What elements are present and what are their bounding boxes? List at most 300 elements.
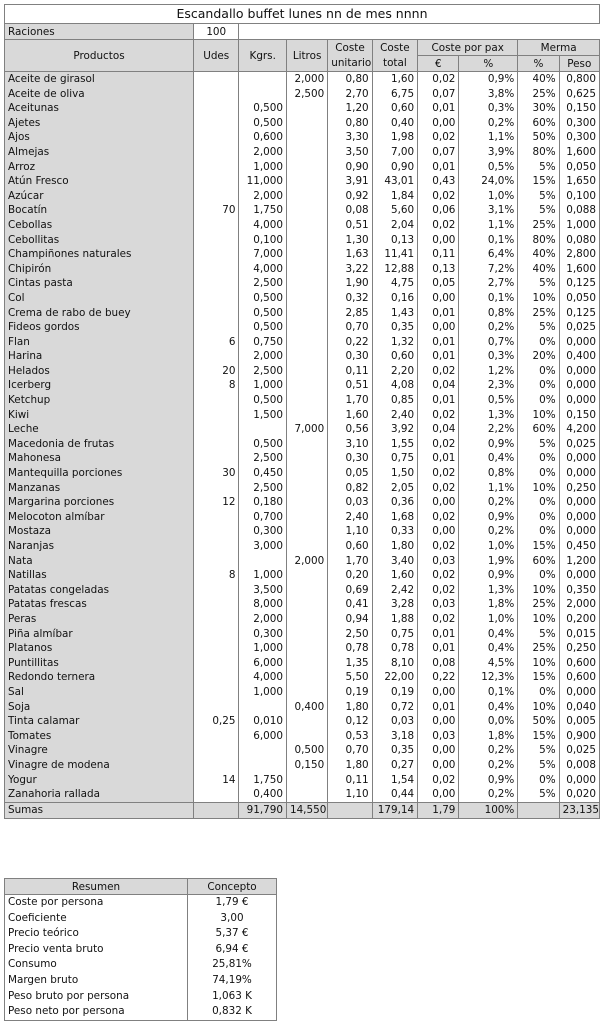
cell-udes[interactable] [194,670,239,685]
cell-kgrs[interactable]: 6,000 [239,729,287,744]
cell-producto[interactable]: Bocatín [5,203,194,218]
cell-coste-unitario[interactable]: 0,92 [328,189,372,204]
cell-coste-unitario[interactable]: 0,05 [328,466,372,481]
cell-merma-peso[interactable]: 0,600 [559,670,599,685]
cell-coste-pax-pct[interactable]: 0,8% [459,306,518,321]
cell-litros[interactable] [286,101,327,116]
cell-coste-pax-pct[interactable]: 3,9% [459,145,518,160]
cell-producto[interactable]: Kiwi [5,408,194,423]
cell-udes[interactable] [194,291,239,306]
cell-merma-pct[interactable]: 60% [518,422,559,437]
cell-udes[interactable] [194,233,239,248]
cell-coste-total[interactable]: 2,05 [372,481,417,496]
cell-producto[interactable]: Aceite de girasol [5,72,194,87]
cell-kgrs[interactable]: 0,750 [239,335,287,350]
cell-producto[interactable]: Zanahoria rallada [5,787,194,802]
cell-coste-pax-eur[interactable]: 0,07 [418,87,459,102]
cell-coste-pax-pct[interactable]: 2,7% [459,276,518,291]
cell-coste-total[interactable]: 2,42 [372,583,417,598]
cell-coste-pax-pct[interactable]: 4,5% [459,656,518,671]
cell-coste-total[interactable]: 0,78 [372,641,417,656]
cell-coste-pax-eur[interactable]: 0,02 [418,568,459,583]
cell-coste-unitario[interactable]: 0,22 [328,335,372,350]
cell-producto[interactable]: Ajos [5,130,194,145]
cell-merma-peso[interactable]: 0,050 [559,160,599,175]
cell-kgrs[interactable]: 0,180 [239,495,287,510]
cell-udes[interactable] [194,247,239,262]
cell-merma-peso[interactable]: 1,600 [559,145,599,160]
cell-coste-unitario[interactable]: 2,70 [328,87,372,102]
cell-merma-pct[interactable]: 40% [518,72,559,87]
cell-merma-pct[interactable]: 15% [518,539,559,554]
cell-coste-unitario[interactable]: 3,91 [328,174,372,189]
cell-merma-pct[interactable]: 60% [518,554,559,569]
cell-coste-total[interactable]: 0,60 [372,101,417,116]
cell-coste-unitario[interactable]: 3,22 [328,262,372,277]
cell-coste-total[interactable]: 0,44 [372,787,417,802]
cell-litros[interactable] [286,291,327,306]
cell-kgrs[interactable]: 2,500 [239,276,287,291]
cell-coste-pax-pct[interactable]: 0,1% [459,291,518,306]
cell-coste-total[interactable]: 1,60 [372,568,417,583]
cell-coste-total[interactable]: 2,40 [372,408,417,423]
cell-litros[interactable] [286,773,327,788]
cell-coste-pax-eur[interactable]: 0,00 [418,524,459,539]
cell-coste-pax-eur[interactable]: 0,00 [418,116,459,131]
cell-merma-peso[interactable]: 0,000 [559,364,599,379]
cell-merma-pct[interactable]: 25% [518,597,559,612]
cell-udes[interactable] [194,437,239,452]
cell-coste-pax-pct[interactable]: 1,8% [459,597,518,612]
cell-producto[interactable]: Patatas congeladas [5,583,194,598]
cell-coste-total[interactable]: 5,60 [372,203,417,218]
cell-coste-pax-pct[interactable]: 0,0% [459,714,518,729]
cell-merma-peso[interactable]: 1,650 [559,174,599,189]
cell-coste-pax-eur[interactable]: 0,00 [418,685,459,700]
cell-coste-total[interactable]: 2,20 [372,364,417,379]
cell-coste-pax-eur[interactable]: 0,00 [418,233,459,248]
cell-udes[interactable] [194,393,239,408]
cell-coste-pax-eur[interactable]: 0,02 [418,612,459,627]
cell-coste-pax-pct[interactable]: 2,3% [459,378,518,393]
cell-coste-pax-eur[interactable]: 0,01 [418,306,459,321]
cell-litros[interactable] [286,116,327,131]
cell-kgrs[interactable] [239,72,287,87]
cell-coste-unitario[interactable]: 1,70 [328,393,372,408]
cell-producto[interactable]: Nata [5,554,194,569]
cell-udes[interactable] [194,787,239,802]
cell-coste-pax-eur[interactable]: 0,00 [418,291,459,306]
cell-kgrs[interactable]: 2,500 [239,364,287,379]
cell-kgrs[interactable]: 6,000 [239,656,287,671]
cell-merma-pct[interactable]: 10% [518,291,559,306]
cell-udes[interactable] [194,451,239,466]
cell-coste-pax-pct[interactable]: 0,9% [459,568,518,583]
cell-merma-pct[interactable]: 5% [518,203,559,218]
cell-coste-pax-pct[interactable]: 0,2% [459,743,518,758]
cell-coste-pax-eur[interactable]: 0,00 [418,495,459,510]
cell-merma-pct[interactable]: 15% [518,729,559,744]
cell-merma-pct[interactable]: 0% [518,685,559,700]
cell-coste-pax-eur[interactable]: 0,03 [418,597,459,612]
cell-coste-pax-pct[interactable]: 0,5% [459,393,518,408]
cell-coste-unitario[interactable]: 1,70 [328,554,372,569]
cell-litros[interactable] [286,364,327,379]
cell-udes[interactable] [194,87,239,102]
raciones-value[interactable]: 100 [194,24,239,40]
cell-udes[interactable]: 8 [194,568,239,583]
cell-coste-total[interactable]: 0,27 [372,758,417,773]
cell-coste-pax-pct[interactable]: 0,9% [459,72,518,87]
cell-coste-pax-pct[interactable]: 1,1% [459,218,518,233]
cell-producto[interactable]: Flan [5,335,194,350]
cell-coste-pax-eur[interactable]: 0,02 [418,72,459,87]
cell-merma-peso[interactable]: 2,000 [559,597,599,612]
cell-merma-pct[interactable]: 5% [518,787,559,802]
cell-coste-pax-pct[interactable]: 0,3% [459,101,518,116]
cell-producto[interactable]: Ajetes [5,116,194,131]
cell-coste-total[interactable]: 0,75 [372,627,417,642]
cell-coste-total[interactable]: 11,41 [372,247,417,262]
cell-kgrs[interactable]: 2,000 [239,612,287,627]
cell-merma-peso[interactable]: 0,600 [559,656,599,671]
cell-coste-total[interactable]: 1,54 [372,773,417,788]
cell-kgrs[interactable]: 0,500 [239,101,287,116]
cell-producto[interactable]: Tomates [5,729,194,744]
cell-udes[interactable] [194,656,239,671]
cell-udes[interactable] [194,174,239,189]
cell-udes[interactable] [194,743,239,758]
cell-coste-pax-pct[interactable]: 0,2% [459,758,518,773]
cell-coste-pax-pct[interactable]: 0,7% [459,335,518,350]
cell-coste-pax-pct[interactable]: 0,4% [459,641,518,656]
cell-coste-pax-eur[interactable]: 0,01 [418,393,459,408]
cell-producto[interactable]: Ketchup [5,393,194,408]
cell-udes[interactable] [194,700,239,715]
cell-litros[interactable]: 2,500 [286,87,327,102]
cell-coste-unitario[interactable]: 0,03 [328,495,372,510]
cell-producto[interactable]: Aceitunas [5,101,194,116]
cell-kgrs[interactable]: 1,750 [239,773,287,788]
cell-coste-pax-pct[interactable]: 2,2% [459,422,518,437]
cell-udes[interactable]: 12 [194,495,239,510]
cell-litros[interactable] [286,247,327,262]
cell-producto[interactable]: Puntillitas [5,656,194,671]
cell-coste-total[interactable]: 0,85 [372,393,417,408]
cell-coste-pax-pct[interactable]: 3,1% [459,203,518,218]
cell-merma-pct[interactable]: 40% [518,247,559,262]
cell-producto[interactable]: Fideos gordos [5,320,194,335]
cell-coste-total[interactable]: 0,16 [372,291,417,306]
cell-merma-pct[interactable]: 30% [518,101,559,116]
cell-udes[interactable] [194,758,239,773]
cell-coste-pax-pct[interactable]: 0,9% [459,437,518,452]
cell-coste-total[interactable]: 0,36 [372,495,417,510]
cell-udes[interactable] [194,72,239,87]
cell-udes[interactable] [194,481,239,496]
cell-merma-pct[interactable]: 80% [518,233,559,248]
resumen-value[interactable]: 74,19% [188,973,277,989]
cell-litros[interactable] [286,437,327,452]
cell-udes[interactable]: 6 [194,335,239,350]
cell-kgrs[interactable] [239,758,287,773]
cell-producto[interactable]: Margarina porciones [5,495,194,510]
cell-coste-unitario[interactable]: 3,50 [328,145,372,160]
cell-kgrs[interactable]: 0,300 [239,524,287,539]
cell-producto[interactable]: Helados [5,364,194,379]
cell-merma-pct[interactable]: 5% [518,320,559,335]
cell-coste-total[interactable]: 0,40 [372,116,417,131]
cell-coste-pax-pct[interactable]: 7,2% [459,262,518,277]
cell-merma-peso[interactable]: 1,200 [559,554,599,569]
cell-coste-unitario[interactable]: 0,20 [328,568,372,583]
cell-merma-pct[interactable]: 5% [518,627,559,642]
cell-merma-pct[interactable]: 20% [518,349,559,364]
cell-coste-total[interactable]: 1,88 [372,612,417,627]
cell-merma-pct[interactable]: 0% [518,524,559,539]
cell-coste-total[interactable]: 1,50 [372,466,417,481]
cell-coste-total[interactable]: 0,13 [372,233,417,248]
cell-udes[interactable]: 70 [194,203,239,218]
cell-litros[interactable] [286,174,327,189]
cell-udes[interactable] [194,612,239,627]
cell-udes[interactable] [194,510,239,525]
cell-merma-pct[interactable]: 25% [518,218,559,233]
cell-merma-peso[interactable]: 0,020 [559,787,599,802]
cell-coste-unitario[interactable]: 0,82 [328,481,372,496]
cell-coste-pax-pct[interactable]: 1,1% [459,130,518,145]
cell-coste-unitario[interactable]: 1,20 [328,101,372,116]
cell-producto[interactable]: Arroz [5,160,194,175]
cell-litros[interactable] [286,510,327,525]
cell-merma-pct[interactable]: 50% [518,714,559,729]
cell-merma-pct[interactable]: 15% [518,670,559,685]
cell-coste-total[interactable]: 1,84 [372,189,417,204]
cell-coste-unitario[interactable]: 0,80 [328,72,372,87]
cell-coste-total[interactable]: 0,35 [372,743,417,758]
cell-kgrs[interactable]: 11,000 [239,174,287,189]
cell-coste-pax-pct[interactable]: 6,4% [459,247,518,262]
cell-udes[interactable]: 30 [194,466,239,481]
cell-coste-unitario[interactable]: 1,10 [328,787,372,802]
cell-merma-pct[interactable]: 0% [518,510,559,525]
cell-udes[interactable] [194,101,239,116]
cell-producto[interactable]: Aceite de oliva [5,87,194,102]
cell-merma-pct[interactable]: 50% [518,130,559,145]
cell-coste-pax-eur[interactable]: 0,02 [418,130,459,145]
cell-litros[interactable]: 0,150 [286,758,327,773]
cell-coste-pax-eur[interactable]: 0,02 [418,510,459,525]
cell-merma-pct[interactable]: 80% [518,145,559,160]
cell-coste-pax-pct[interactable]: 0,1% [459,685,518,700]
cell-merma-peso[interactable]: 0,040 [559,700,599,715]
cell-kgrs[interactable]: 7,000 [239,247,287,262]
resumen-value[interactable]: 6,94 € [188,942,277,958]
cell-coste-unitario[interactable]: 0,11 [328,773,372,788]
cell-coste-pax-pct[interactable]: 0,4% [459,451,518,466]
cell-coste-pax-eur[interactable]: 0,02 [418,364,459,379]
cell-coste-pax-eur[interactable]: 0,01 [418,700,459,715]
cell-udes[interactable] [194,627,239,642]
cell-litros[interactable] [286,583,327,598]
cell-coste-total[interactable]: 3,18 [372,729,417,744]
cell-coste-total[interactable]: 3,40 [372,554,417,569]
cell-coste-total[interactable]: 0,33 [372,524,417,539]
resumen-value[interactable]: 0,832 K [188,1004,277,1020]
resumen-value[interactable]: 3,00 [188,911,277,927]
cell-kgrs[interactable]: 0,600 [239,130,287,145]
cell-merma-peso[interactable]: 0,900 [559,729,599,744]
cell-merma-peso[interactable]: 0,000 [559,773,599,788]
cell-udes[interactable] [194,320,239,335]
cell-merma-peso[interactable]: 0,025 [559,437,599,452]
cell-coste-unitario[interactable]: 0,12 [328,714,372,729]
cell-kgrs[interactable] [239,700,287,715]
cell-coste-unitario[interactable]: 1,80 [328,700,372,715]
cell-coste-pax-eur[interactable]: 0,11 [418,247,459,262]
cell-merma-peso[interactable]: 0,350 [559,583,599,598]
cell-producto[interactable]: Mahonesa [5,451,194,466]
cell-udes[interactable] [194,218,239,233]
cell-coste-pax-pct[interactable]: 1,0% [459,189,518,204]
cell-coste-pax-pct[interactable]: 0,4% [459,700,518,715]
cell-udes[interactable] [194,189,239,204]
cell-merma-pct[interactable]: 0% [518,335,559,350]
cell-coste-unitario[interactable]: 0,60 [328,539,372,554]
cell-kgrs[interactable]: 1,500 [239,408,287,423]
cell-merma-peso[interactable]: 0,100 [559,189,599,204]
cell-producto[interactable]: Natillas [5,568,194,583]
cell-litros[interactable] [286,524,327,539]
cell-coste-total[interactable]: 0,19 [372,685,417,700]
cell-coste-pax-pct[interactable]: 0,9% [459,773,518,788]
cell-kgrs[interactable]: 2,000 [239,189,287,204]
cell-merma-pct[interactable]: 25% [518,306,559,321]
cell-kgrs[interactable] [239,554,287,569]
cell-merma-pct[interactable]: 0% [518,466,559,481]
cell-coste-pax-eur[interactable]: 0,05 [418,276,459,291]
cell-coste-unitario[interactable]: 5,50 [328,670,372,685]
cell-litros[interactable] [286,787,327,802]
cell-coste-unitario[interactable]: 1,35 [328,656,372,671]
cell-merma-peso[interactable]: 0,150 [559,408,599,423]
cell-litros[interactable] [286,670,327,685]
cell-coste-unitario[interactable]: 3,10 [328,437,372,452]
cell-coste-unitario[interactable]: 2,85 [328,306,372,321]
cell-merma-pct[interactable]: 40% [518,262,559,277]
cell-coste-pax-eur[interactable]: 0,01 [418,160,459,175]
cell-litros[interactable] [286,597,327,612]
cell-coste-total[interactable]: 7,00 [372,145,417,160]
cell-coste-pax-eur[interactable]: 0,07 [418,145,459,160]
cell-producto[interactable]: Peras [5,612,194,627]
cell-coste-pax-eur[interactable]: 0,04 [418,378,459,393]
cell-litros[interactable]: 2,000 [286,554,327,569]
cell-litros[interactable] [286,451,327,466]
cell-kgrs[interactable]: 3,500 [239,583,287,598]
cell-coste-unitario[interactable]: 0,19 [328,685,372,700]
cell-coste-total[interactable]: 3,28 [372,597,417,612]
cell-udes[interactable] [194,729,239,744]
cell-coste-pax-eur[interactable]: 0,00 [418,758,459,773]
cell-coste-pax-pct[interactable]: 1,0% [459,539,518,554]
cell-producto[interactable]: Macedonia de frutas [5,437,194,452]
cell-coste-total[interactable]: 1,32 [372,335,417,350]
cell-coste-total[interactable]: 12,88 [372,262,417,277]
cell-kgrs[interactable]: 4,000 [239,670,287,685]
cell-coste-pax-pct[interactable]: 0,3% [459,349,518,364]
cell-kgrs[interactable]: 2,000 [239,145,287,160]
cell-udes[interactable] [194,524,239,539]
cell-litros[interactable] [286,714,327,729]
cell-producto[interactable]: Champiñones naturales [5,247,194,262]
cell-merma-pct[interactable]: 10% [518,481,559,496]
cell-kgrs[interactable]: 4,000 [239,262,287,277]
cell-coste-pax-pct[interactable]: 0,2% [459,320,518,335]
cell-coste-pax-eur[interactable]: 0,01 [418,451,459,466]
cell-merma-peso[interactable]: 2,800 [559,247,599,262]
cell-litros[interactable] [286,729,327,744]
resumen-value[interactable]: 5,37 € [188,926,277,942]
cell-producto[interactable]: Harina [5,349,194,364]
cell-producto[interactable]: Redondo ternera [5,670,194,685]
cell-merma-peso[interactable]: 0,200 [559,612,599,627]
cell-litros[interactable]: 7,000 [286,422,327,437]
resumen-value[interactable]: 1,063 K [188,989,277,1005]
cell-kgrs[interactable]: 0,100 [239,233,287,248]
cell-coste-total[interactable]: 1,43 [372,306,417,321]
cell-coste-pax-eur[interactable]: 0,02 [418,189,459,204]
cell-kgrs[interactable]: 1,000 [239,378,287,393]
cell-coste-unitario[interactable]: 0,70 [328,743,372,758]
cell-udes[interactable] [194,583,239,598]
cell-coste-pax-pct[interactable]: 1,8% [459,729,518,744]
cell-kgrs[interactable]: 1,000 [239,160,287,175]
cell-producto[interactable]: Almejas [5,145,194,160]
cell-merma-peso[interactable]: 0,250 [559,481,599,496]
cell-merma-peso[interactable]: 0,450 [559,539,599,554]
cell-litros[interactable] [286,627,327,642]
cell-kgrs[interactable]: 0,500 [239,306,287,321]
cell-litros[interactable] [286,378,327,393]
cell-merma-pct[interactable]: 0% [518,773,559,788]
cell-kgrs[interactable]: 0,300 [239,627,287,642]
cell-coste-pax-pct[interactable]: 0,2% [459,495,518,510]
cell-producto[interactable]: Mostaza [5,524,194,539]
cell-merma-pct[interactable]: 15% [518,174,559,189]
cell-kgrs[interactable] [239,87,287,102]
cell-udes[interactable] [194,597,239,612]
cell-coste-pax-pct[interactable]: 0,4% [459,627,518,642]
cell-merma-pct[interactable]: 0% [518,364,559,379]
cell-udes[interactable] [194,160,239,175]
cell-coste-total[interactable]: 1,68 [372,510,417,525]
cell-litros[interactable] [286,335,327,350]
cell-coste-unitario[interactable]: 0,90 [328,160,372,175]
cell-udes[interactable] [194,306,239,321]
cell-litros[interactable] [286,189,327,204]
cell-merma-pct[interactable]: 10% [518,612,559,627]
cell-kgrs[interactable]: 2,000 [239,349,287,364]
cell-litros[interactable] [286,393,327,408]
cell-kgrs[interactable]: 0,400 [239,787,287,802]
cell-kgrs[interactable]: 2,500 [239,481,287,496]
cell-kgrs[interactable]: 0,500 [239,116,287,131]
cell-kgrs[interactable]: 1,750 [239,203,287,218]
cell-kgrs[interactable]: 1,000 [239,641,287,656]
cell-producto[interactable]: Col [5,291,194,306]
cell-merma-peso[interactable]: 0,025 [559,320,599,335]
